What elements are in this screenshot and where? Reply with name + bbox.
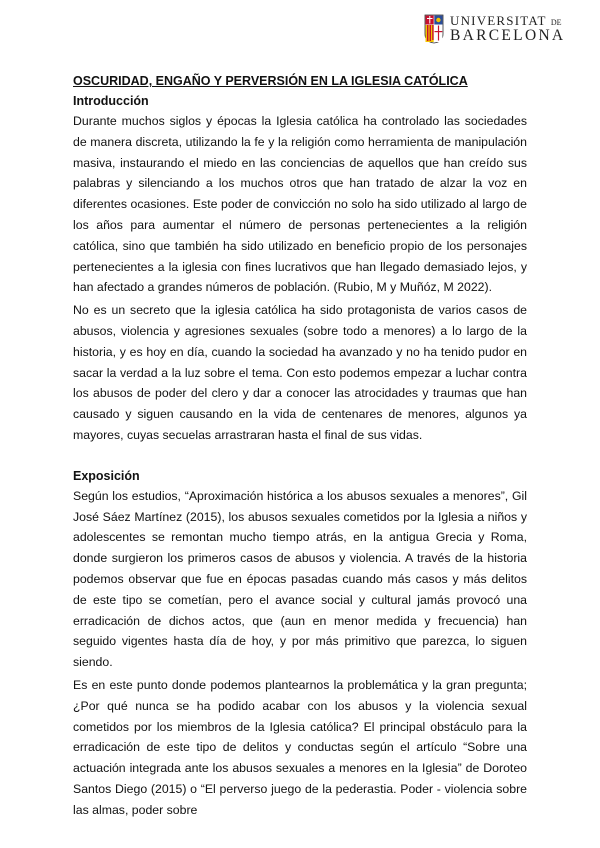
paragraph: No es un secreto que la iglesia católica ha sido protagonista de varios casos de abusos, violencia y agresiones sexuales (sobre todo a menores) a lo largo de la historia, y es hoy en día, cuando la sociedad ha avanzado y no ha tenido pudor en sacar la verdad a la luz sobre el tema. Con esto podemos empezar a luchar contra los abusos de poder del clero y dar a conocer las atrocidades y traumas que han causado y siguen causando en la vida de centenares de menores, algunos ya mayores, cuyas secuelas arrastraran hasta el final de sus vidas.: [73, 303, 527, 442]
university-shield-icon: [424, 14, 444, 44]
logo-line1: UNIVERSITAT: [450, 13, 547, 29]
document-title: OSCURIDAD, ENGAÑO Y PERVERSIÓN EN LA IGLESIA CATÓLICA: [73, 74, 468, 88]
section-heading-introduccion: Introducción: [73, 94, 149, 108]
paragraph: Según los estudios, “Aproximación histórica a los abusos sexuales a menores”, Gil José Sáez Martínez (2015), los abusos sexuales cometidos por la Iglesia a niños y adolescentes se remontan mucho tiempo atrás, en la antigua Grecia y Roma, donde surgieron los primeros casos de abusos y violencia. A través de la historia podemos observar que fue en épocas pasadas cuando más casos y más delitos de este tipo se cometían, pero el avance social y cultural jamás provocó una erradicación de dichos actos, que (aun en menor medida y frecuencia) han seguido vigentes hasta día de hoy, y por más primitivo que parezca, lo siguen siendo.: [73, 488, 527, 670]
paragraph: Durante muchos siglos y épocas la Iglesia católica ha controlado las sociedades de manera discreta, utilizando la fe y la religión como herramienta de manipulación masiva, instaurando el miedo en las conciencias de aquellos que han creído sus palabras y silenciando a los muchos otros que han tratado de alzar la voz en diferentes ocasiones. Este poder de convicción no solo ha sido utilizado al largo de los años para aumentar el número de personas pertenecientes a la religión católica, sino que también ha sido utilizado en beneficio propio de los personajes pertenecientes a la iglesia con fines lucrativos que han llegado demasiado lejos, y han afectado a grandes números de población. (Rubio, M y Muñóz, M 2022).: [73, 114, 527, 295]
document-body: [73, 72, 527, 823]
logo-de: DE: [550, 18, 562, 28]
section-heading-exposicion: Exposición: [73, 468, 140, 483]
paragraph: Es en este punto donde podemos plantearnos la problemática y la gran pregunta; ¿Por qué nunca se ha podido acabar con los abusos y la violencia sexual cometidos por los miembros de la Iglesia católica? El principal obstáculo para la erradicación de este tipo de delitos y conductas según el artículo “Sobre una actuación integrada ante los abusos sexuales a menores en la Iglesia” de Doroteo Santos Diego (2015) o “El perverso juego de la pederastia. Poder - violencia sobre las almas, poder sobre: [73, 677, 527, 817]
section-spacer: [73, 448, 527, 466]
logo-line2: BARCELONA: [450, 27, 566, 45]
university-logo: [424, 14, 565, 44]
